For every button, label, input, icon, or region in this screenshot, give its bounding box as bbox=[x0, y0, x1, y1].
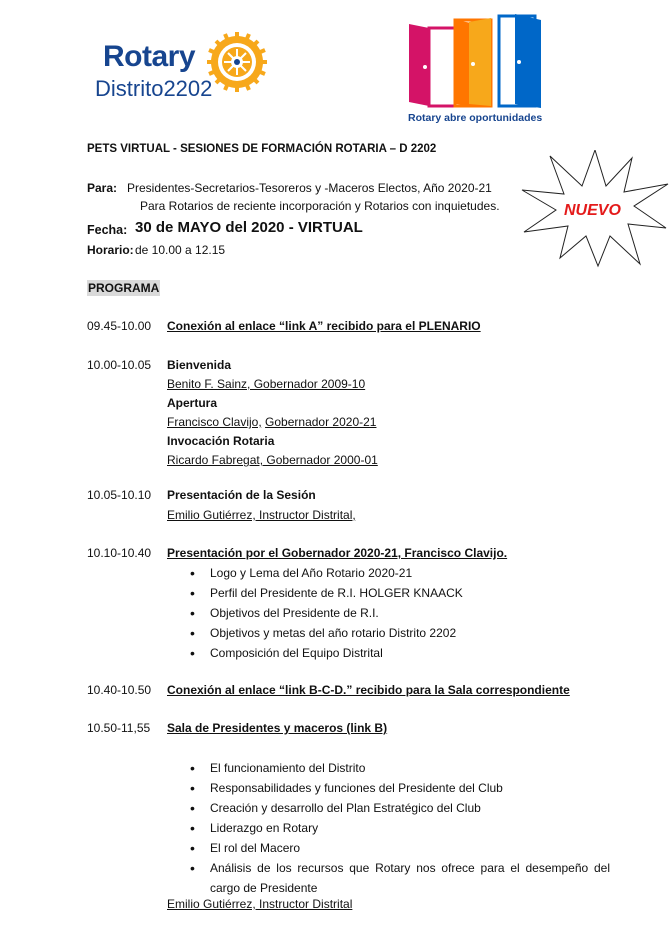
nuevo-badge bbox=[520, 150, 670, 268]
programa-heading: PROGRAMA bbox=[88, 281, 160, 295]
s4-topic: • Objetivos y metas del año rotario Distrito 2202 bbox=[186, 623, 463, 643]
s2-apertura: Apertura bbox=[167, 396, 218, 410]
s6-topic: • El rol del Macero bbox=[186, 838, 610, 858]
s6-topic-list bbox=[186, 758, 610, 898]
rotary-wheel-icon bbox=[207, 32, 267, 92]
s2-bienvenida: Bienvenida bbox=[167, 358, 232, 372]
s4-topic: • Composición del Equipo Distrital bbox=[186, 643, 463, 663]
s5-title: Conexión al enlace “link B-C-D.” recibido para la Sala correspondiente bbox=[167, 683, 570, 697]
para-line-1: Presidentes-Secretarios-Tesoreros y -Maceros Electos, Año 2020-21 bbox=[127, 181, 492, 195]
s4-time: 10.10-10.40 bbox=[87, 546, 152, 560]
s4-topic: • Objetivos del Presidente de R.I. bbox=[186, 603, 463, 623]
doors-tagline: Rotary abre oportunidades bbox=[408, 112, 543, 124]
fecha-label: Fecha: bbox=[87, 223, 128, 237]
horario-value: de 10.00 a 12.15 bbox=[135, 243, 226, 257]
document-title: PETS VIRTUAL - SESIONES DE FORMACIÓN ROTARIA – D 2202 bbox=[87, 143, 437, 155]
s4-topic: • Logo y Lema del Año Rotario 2020-21 bbox=[186, 563, 463, 583]
s3-speaker: Emilio Gutiérrez, Instructor Distrital, bbox=[167, 508, 356, 522]
s6-topic: • El funcionamiento del Distrito bbox=[186, 758, 610, 778]
s2-invocacion: Invocación Rotaria bbox=[167, 434, 275, 448]
s6-topic: • Creación y desarrollo del Plan Estratégico del Club bbox=[186, 798, 610, 818]
doors-logo bbox=[402, 12, 552, 130]
s6-topic: • Liderazgo en Rotary bbox=[186, 818, 610, 838]
s4-topic-list bbox=[186, 563, 463, 663]
s2-bienvenida-speaker: Benito F. Sainz, Gobernador 2009-10 bbox=[167, 377, 366, 391]
s4-title: Presentación por el Gobernador 2020-21, Francisco Clavijo. bbox=[167, 546, 508, 560]
s3-title: Presentación de la Sesión bbox=[167, 488, 316, 502]
s2-invocacion-speaker: Ricardo Fabregat, Gobernador 2000-01 bbox=[167, 453, 378, 467]
s4-topic: • Perfil del Presidente de R.I. HOLGER KNAACK bbox=[186, 583, 463, 603]
s1-title: Conexión al enlace “link A” recibido para el PLENARIO bbox=[167, 319, 481, 333]
s6-title: Sala de Presidentes y maceros (link B) bbox=[167, 721, 388, 735]
s6-topic: • Análisis de los recursos que Rotary nos ofrece para el desempeño del cargo de Presidente bbox=[186, 858, 610, 898]
para-line-2: Para Rotarios de reciente incorporación y Rotarios con inquietudes. bbox=[140, 199, 500, 213]
open-doors-icon bbox=[407, 12, 547, 110]
s2-apertura-name: Francisco Clavijo, bbox=[167, 415, 262, 429]
rotary-logo bbox=[95, 40, 275, 104]
para-label: Para: bbox=[87, 181, 118, 195]
horario-label: Horario: bbox=[87, 243, 134, 257]
s3-time: 10.05-10.10 bbox=[87, 488, 152, 502]
s2-time: 10.00-10.05 bbox=[87, 358, 152, 372]
s1-time: 09.45-10.00 bbox=[87, 319, 152, 333]
s5-time: 10.40-10.50 bbox=[87, 683, 152, 697]
s6-speaker: Emilio Gutiérrez, Instructor Distrital bbox=[167, 897, 353, 911]
s2-apertura-role: Gobernador 2020-21 bbox=[265, 415, 377, 429]
s2-apertura-speaker bbox=[167, 414, 376, 430]
s6-time: 10.50-11,55 bbox=[87, 721, 151, 735]
s6-topic: • Responsabilidades y funciones del Presidente del Club bbox=[186, 778, 610, 798]
district-wordmark: Distrito2202 bbox=[95, 76, 213, 101]
nuevo-label: NUEVO bbox=[564, 202, 621, 219]
fecha-value: 30 de MAYO del 2020 - VIRTUAL bbox=[135, 219, 363, 236]
rotary-wordmark: Rotary bbox=[103, 40, 196, 73]
